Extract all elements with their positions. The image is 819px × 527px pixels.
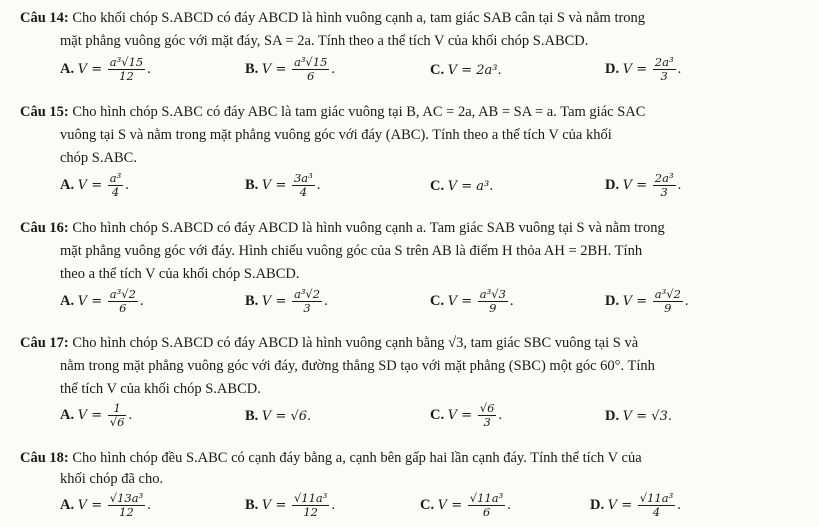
fraction-numerator: a³ bbox=[109, 171, 122, 185]
option-label: B. bbox=[245, 177, 259, 194]
question-16-option-c bbox=[430, 288, 514, 315]
fraction-denominator: 3 bbox=[660, 69, 668, 84]
question-14-option-b bbox=[245, 56, 335, 83]
question-17-option-b bbox=[245, 408, 311, 425]
option-suffix: . bbox=[147, 61, 151, 78]
question-15-line-2 bbox=[60, 127, 612, 144]
fraction-numerator: √11a³ bbox=[469, 491, 504, 505]
option-fraction bbox=[638, 492, 675, 519]
option-suffix: . bbox=[684, 293, 689, 310]
option-suffix: . bbox=[128, 407, 133, 424]
option-prefix: V = bbox=[622, 62, 648, 78]
option-suffix: . bbox=[316, 177, 321, 194]
option-label: A. bbox=[60, 407, 75, 424]
question-16-option-a bbox=[60, 288, 144, 315]
option-fraction bbox=[468, 492, 505, 519]
option-prefix: V = bbox=[622, 178, 648, 194]
question-text: Cho hình chóp S.ABCD có đáy ABCD là hình vuông cạnh a. Tam giác SAB vuông tại S và nằm trong bbox=[68, 220, 665, 236]
option-prefix: V = bbox=[261, 178, 287, 194]
option-prefix: V = bbox=[261, 498, 287, 514]
option-fraction bbox=[653, 172, 676, 199]
option-suffix: . bbox=[507, 497, 511, 514]
option-label: B. bbox=[245, 497, 259, 514]
option-suffix: . bbox=[139, 293, 144, 310]
fraction-denominator: 4 bbox=[652, 505, 661, 520]
option-suffix: . bbox=[677, 497, 681, 514]
option-prefix: V = bbox=[447, 408, 473, 424]
option-prefix: V = bbox=[447, 294, 473, 310]
question-16-option-d bbox=[605, 288, 689, 315]
fraction-denominator: 4 bbox=[299, 185, 308, 200]
question-text: thể tích V của khối chóp S.ABCD. bbox=[60, 381, 261, 397]
question-14-line-2 bbox=[60, 33, 588, 50]
option-label: B. bbox=[245, 408, 259, 424]
question-17-line-3 bbox=[60, 381, 261, 398]
option-fraction bbox=[108, 288, 138, 315]
option-prefix: V = 2a³. bbox=[447, 63, 502, 78]
question-15-option-d bbox=[605, 172, 681, 199]
fraction-numerator: √6 bbox=[479, 401, 495, 415]
question-16-line-3 bbox=[60, 266, 300, 283]
option-suffix: . bbox=[125, 177, 129, 194]
option-suffix: . bbox=[331, 61, 336, 78]
option-fraction bbox=[292, 288, 322, 315]
fraction-denominator: 12 bbox=[119, 505, 134, 520]
question-text: Cho hình chóp đều S.ABC có cạnh đáy bằng a, cạnh bên gấp hai lần cạnh đáy. Tính thể tích V của bbox=[68, 450, 642, 466]
question-text: mặt phẳng vuông góc với mặt đáy, SA = 2a. Tính theo a thể tích V của khối chóp S.ABCD. bbox=[60, 33, 589, 49]
option-prefix: V = bbox=[77, 408, 103, 424]
question-14-option-c bbox=[430, 62, 502, 79]
question-label: Câu 14: bbox=[20, 10, 69, 26]
fraction-numerator: √11a³ bbox=[639, 491, 674, 505]
option-suffix: . bbox=[677, 61, 682, 78]
option-prefix: V = bbox=[77, 294, 103, 310]
question-15-option-b bbox=[245, 172, 320, 199]
question-text: vuông tại S và nằm trong mặt phẳng vuông góc với đáy (ABC). Tính theo a thể tích V của khối bbox=[60, 127, 612, 143]
question-16-option-b bbox=[245, 288, 328, 315]
fraction-denominator: 6 bbox=[482, 505, 491, 520]
option-label: D. bbox=[605, 177, 620, 194]
question-16-line-1 bbox=[20, 220, 665, 237]
question-text: Cho khối chóp S.ABCD có đáy ABCD là hình vuông cạnh a, tam giác SAB cân tại S và nằm trong bbox=[68, 10, 646, 26]
option-label: D. bbox=[590, 497, 605, 514]
option-prefix: V = bbox=[261, 62, 287, 78]
question-18-line-1 bbox=[20, 450, 642, 467]
option-suffix: . bbox=[677, 177, 682, 194]
fraction-numerator: a³√2 bbox=[109, 287, 136, 301]
option-fraction bbox=[292, 492, 329, 519]
option-prefix: V = √3. bbox=[622, 409, 672, 424]
option-suffix: . bbox=[498, 407, 503, 424]
fraction-numerator: a³√2 bbox=[293, 287, 321, 301]
question-label: Câu 18: bbox=[20, 450, 69, 466]
option-label: B. bbox=[245, 61, 259, 78]
fraction-numerator: 2a³ bbox=[654, 171, 674, 185]
question-text: theo a thể tích V của khối chóp S.ABCD. bbox=[60, 266, 300, 282]
option-label: D. bbox=[605, 61, 620, 78]
question-text: nằm trong mặt phẳng vuông góc với đáy, đường thẳng SD tạo với mặt phẳng (SBC) một góc 60°. Tính bbox=[60, 358, 655, 374]
fraction-denominator: 3 bbox=[303, 301, 311, 316]
option-fraction bbox=[292, 172, 315, 199]
option-label: C. bbox=[430, 62, 445, 78]
option-prefix: V = bbox=[261, 294, 287, 310]
option-fraction bbox=[108, 492, 145, 519]
option-fraction bbox=[653, 288, 683, 315]
question-14-option-a bbox=[60, 56, 151, 83]
question-label: Câu 16: bbox=[20, 220, 69, 236]
option-fraction bbox=[653, 56, 676, 83]
fraction-denominator: 3 bbox=[483, 415, 491, 430]
question-label: Câu 15: bbox=[20, 104, 69, 120]
question-16-line-2 bbox=[60, 243, 642, 260]
fraction-denominator: 3 bbox=[660, 185, 668, 200]
option-fraction bbox=[478, 402, 497, 429]
fraction-numerator: √13a³ bbox=[109, 491, 144, 505]
fraction-denominator: √6 bbox=[109, 415, 125, 430]
option-suffix: . bbox=[331, 497, 336, 514]
option-suffix: . bbox=[147, 497, 151, 514]
option-label: A. bbox=[60, 61, 75, 78]
option-fraction bbox=[478, 288, 508, 315]
option-prefix: V = √6. bbox=[261, 409, 312, 424]
fraction-numerator: a³√15 bbox=[109, 55, 144, 69]
question-18-line-2 bbox=[60, 471, 163, 488]
question-label: Câu 17: bbox=[20, 335, 69, 351]
question-18-option-b bbox=[245, 492, 335, 519]
question-17-line-1 bbox=[20, 335, 638, 352]
fraction-denominator: 6 bbox=[307, 69, 315, 84]
option-fraction bbox=[108, 172, 123, 199]
option-fraction bbox=[108, 56, 145, 83]
option-label: B. bbox=[245, 293, 259, 310]
question-text: chóp S.ABC. bbox=[60, 150, 137, 166]
question-text: Cho hình chóp S.ABC có đáy ABC là tam giác vuông tại B, AC = 2a, AB = SA = a. Tam giác SAC bbox=[68, 104, 646, 120]
option-fraction bbox=[108, 402, 127, 429]
question-17-option-d bbox=[605, 408, 672, 425]
option-prefix: V = bbox=[622, 294, 648, 310]
option-label: C. bbox=[430, 178, 445, 194]
fraction-denominator: 9 bbox=[489, 301, 497, 316]
fraction-numerator: 1 bbox=[108, 402, 127, 416]
question-18-option-c bbox=[420, 492, 511, 519]
question-15-option-a bbox=[60, 172, 129, 199]
fraction-denominator: 6 bbox=[119, 301, 127, 316]
option-label: A. bbox=[60, 177, 75, 194]
fraction-numerator: 3a³ bbox=[293, 171, 313, 185]
option-prefix: V = bbox=[607, 498, 633, 514]
question-18-option-d bbox=[590, 492, 681, 519]
fraction-denominator: 12 bbox=[119, 69, 134, 84]
option-prefix: V = bbox=[77, 178, 103, 194]
option-label: D. bbox=[605, 408, 620, 424]
option-suffix: . bbox=[509, 293, 514, 310]
option-label: C. bbox=[420, 497, 435, 514]
fraction-numerator: √11a³ bbox=[293, 491, 328, 505]
fraction-numerator: a³√2 bbox=[654, 287, 681, 301]
option-prefix: V = bbox=[77, 62, 103, 78]
question-14-line-1 bbox=[20, 10, 645, 27]
question-text: mặt phẳng vuông góc với đáy. Hình chiếu vuông góc của S trên AB là điểm H thỏa AH = 2BH. Tính bbox=[60, 243, 643, 259]
question-15-line-1 bbox=[20, 104, 645, 121]
fraction-numerator: a³√15 bbox=[293, 55, 328, 69]
option-label: A. bbox=[60, 293, 75, 310]
option-prefix: V = bbox=[77, 498, 103, 514]
question-17-option-c bbox=[430, 402, 502, 429]
question-17-line-2 bbox=[60, 358, 655, 375]
question-14-option-d bbox=[605, 56, 681, 83]
option-fraction bbox=[292, 56, 329, 83]
option-label: C. bbox=[430, 293, 445, 310]
option-label: C. bbox=[430, 407, 445, 424]
question-text: khối chóp đã cho. bbox=[60, 471, 164, 487]
question-text: Cho hình chóp S.ABCD có đáy ABCD là hình vuông cạnh bằng √3, tam giác SBC vuông tại S và bbox=[68, 335, 639, 351]
question-15-option-c bbox=[430, 178, 493, 195]
fraction-denominator: 4 bbox=[111, 185, 120, 200]
option-prefix: V = bbox=[437, 498, 463, 514]
fraction-numerator: 2a³ bbox=[654, 55, 674, 69]
option-prefix: V = a³. bbox=[447, 179, 494, 194]
fraction-numerator: a³√3 bbox=[479, 287, 506, 301]
option-label: D. bbox=[605, 293, 620, 310]
fraction-denominator: 12 bbox=[303, 505, 318, 520]
fraction-denominator: 9 bbox=[664, 301, 672, 316]
question-17-option-a bbox=[60, 402, 132, 429]
question-18-option-a bbox=[60, 492, 151, 519]
option-suffix: . bbox=[324, 293, 328, 310]
question-15-line-3 bbox=[60, 150, 137, 167]
option-label: A. bbox=[60, 497, 75, 514]
